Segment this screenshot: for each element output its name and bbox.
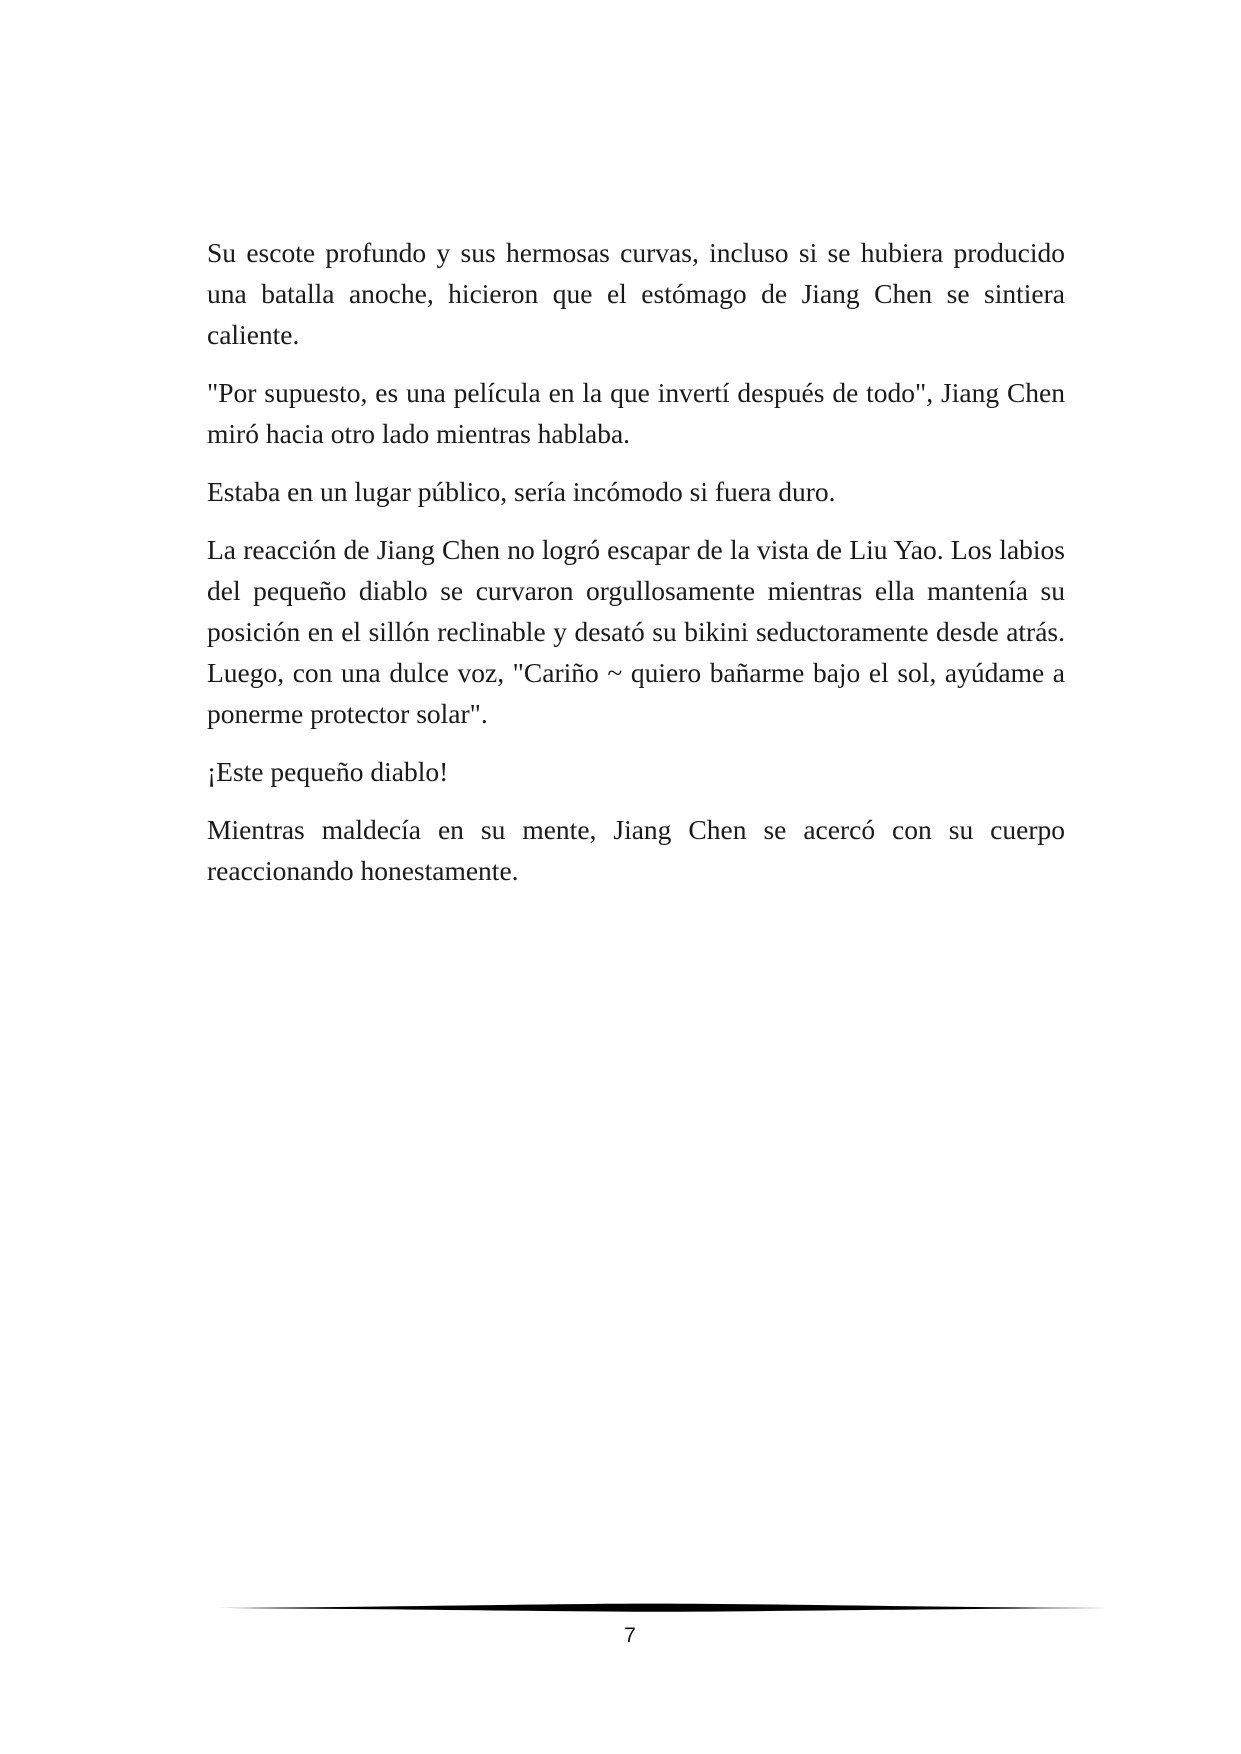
paragraph: "Por supuesto, es una película en la que invertí después de todo", Jiang Chen miró hacia otro lado mientras hablaba.: [207, 377, 1065, 449]
paragraph: Su escote profundo y sus hermosas curvas, incluso si se hubiera producido una batalla anoche, hicieron que el estómago de Jiang Chen se sintiera caliente.: [207, 237, 1065, 350]
paragraph: La reacción de Jiang Chen no logró escapar de la vista de Liu Yao. Los labios del pequeño diablo se curvaron orgullosamente mientras ella mantenía su posición en el sillón reclinable y desató su bikini seductoramente desde atrás. Luego, con una dulce voz, "Cariño ~ quiero bañarme bajo el sol, ayúdame a ponerme protector solar".: [207, 534, 1065, 729]
paragraph: ¡Este pequeño diablo!: [207, 756, 449, 787]
page-number: 7: [624, 1624, 636, 1647]
body-text: [207, 232, 1065, 908]
footer-divider: [207, 1601, 1107, 1615]
paragraph: Estaba en un lugar público, sería incómodo si fuera duro.: [207, 476, 836, 507]
paragraph: Mientras maldecía en su mente, Jiang Chen se acercó con su cuerpo reaccionando honestamente.: [207, 814, 1065, 886]
